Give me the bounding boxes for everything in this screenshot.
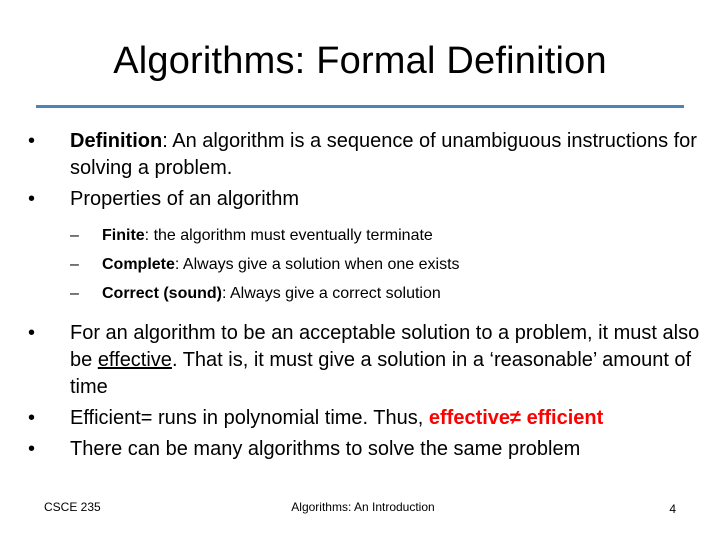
properties-text: Properties of an algorithm (70, 188, 300, 210)
properties-list (28, 221, 708, 308)
bullet-effective (28, 320, 708, 401)
bullet-dot: • (28, 438, 36, 460)
title-divider (36, 105, 684, 108)
bullet-dot: • (28, 188, 36, 210)
property-text: : Always give a correct solution (222, 285, 441, 302)
sub-bullet-dash: – (70, 285, 79, 302)
effective-underlined: effective (97, 349, 172, 371)
bullet-efficient (28, 405, 708, 432)
bullet-dot: • (28, 130, 36, 152)
property-text: : Always give a solution when one exists (174, 256, 460, 273)
property-text: : the algorithm must eventually terminate (144, 227, 433, 244)
effective-text-before: For an algorithm to be an acceptable solution to a problem, it must also be (70, 322, 700, 371)
slide-body (28, 128, 708, 467)
page-number: 4 (669, 502, 676, 516)
bullet-many-algorithms (28, 436, 708, 463)
efficient-text: Efficient= runs in polynomial time. Thus, (70, 407, 429, 429)
property-complete (28, 250, 708, 279)
property-correct (28, 279, 708, 308)
bullet-definition (28, 128, 708, 182)
bullet-dot: • (28, 322, 36, 344)
footer-course: CSCE 235 (44, 500, 101, 514)
property-finite (28, 221, 708, 250)
property-term: Complete (102, 256, 175, 273)
slide-title: Algorithms: Formal Definition (113, 40, 607, 82)
definition-term: Definition (70, 130, 163, 152)
sub-bullet-dash: – (70, 227, 79, 244)
property-term: Correct (sound) (102, 285, 222, 302)
footer-title: Algorithms: An Introduction (291, 500, 435, 514)
effective-text-after: . That is, it must give a solution in a ‘reasonable’ amount of time (70, 349, 692, 398)
definition-text: : An algorithm is a sequence of unambiguous instructions for solving a problem. (70, 130, 697, 179)
bullet-dot: • (28, 407, 36, 429)
bullet-properties (28, 186, 708, 213)
sub-bullet-dash: – (70, 256, 79, 273)
many-algorithms-text: There can be many algorithms to solve the same problem (70, 438, 581, 460)
property-term: Finite (102, 227, 145, 244)
efficient-highlight: effective≠ efficient (428, 407, 604, 429)
